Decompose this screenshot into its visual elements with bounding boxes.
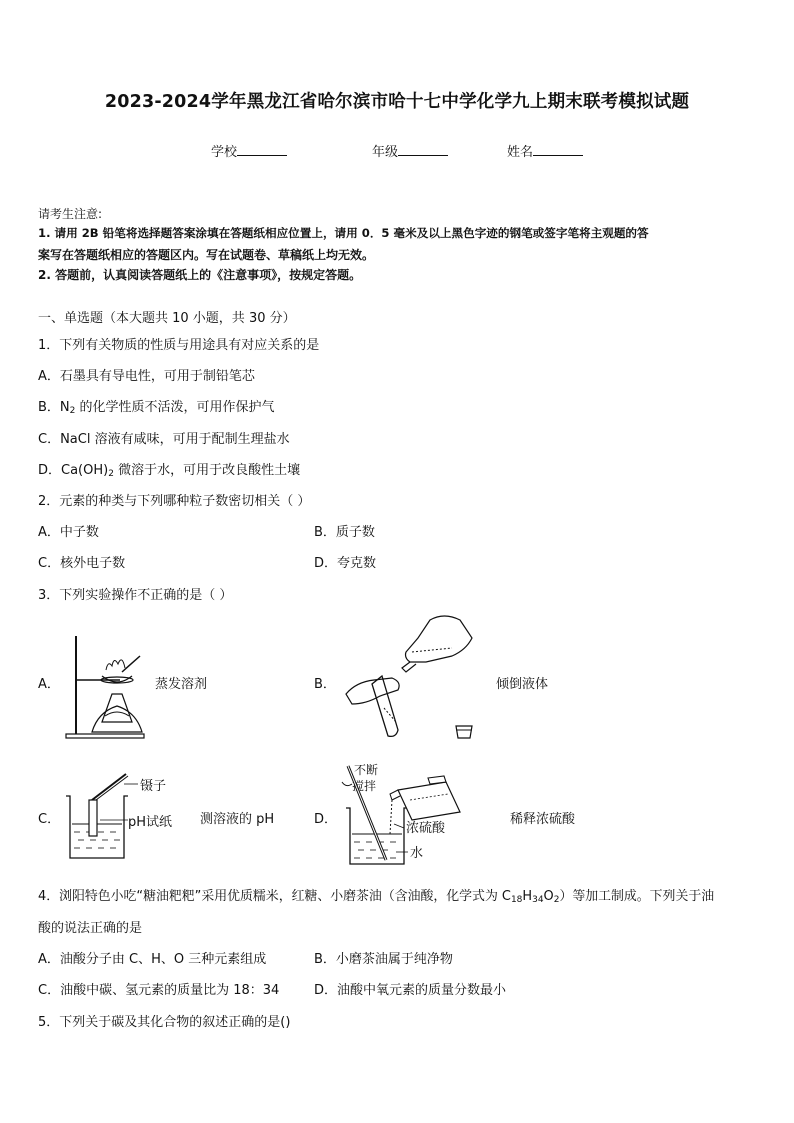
- pouring-liquid-figure: [340, 612, 480, 742]
- q3-c-caption: 测溶液的 pH: [200, 812, 275, 827]
- section-heading: 一、单选题（本大题共 10 小题，共 30 分）: [38, 311, 296, 326]
- notice-line1b: 案写在答题纸相应的答题区内。写在试题卷、草稿纸上均无效。: [38, 248, 375, 262]
- q2-option-c[interactable]: C．核外电子数: [38, 556, 126, 571]
- school-label: 学校: [211, 145, 238, 160]
- grade-label: 年级: [372, 145, 399, 160]
- q3-option-b[interactable]: B．: [314, 677, 336, 692]
- q4-stem-line1: [38, 885, 714, 905]
- q3-option-c[interactable]: C．: [38, 812, 61, 827]
- name-blank[interactable]: [533, 141, 583, 156]
- q4-option-d[interactable]: D．油酸中氧元素的质量分数最小: [314, 983, 507, 998]
- school-blank[interactable]: [237, 141, 287, 156]
- ph-test-figure: [62, 770, 190, 862]
- page-title: 2023-2024学年黑龙江省哈尔滨市哈十七中学化学九上期末联考模拟试题: [104, 92, 690, 112]
- q3-d-caption: 稀释浓硫酸: [510, 812, 576, 827]
- dilute-acid-figure: [338, 760, 488, 868]
- q1-d-pre: D．Ca(OH): [38, 463, 109, 478]
- q1-option-b[interactable]: [38, 396, 275, 416]
- q1-b-post: 的化学性质不活泼，可用作保护气: [75, 400, 275, 415]
- q4-h: H: [522, 889, 533, 904]
- q4-option-b[interactable]: B．小磨茶油属于纯净物: [314, 952, 453, 967]
- water-label: 水: [410, 846, 424, 861]
- q3-a-caption: 蒸发溶剂: [155, 677, 208, 692]
- q1-option-a[interactable]: A．石墨具有导电性，可用于制铅笔芯: [38, 369, 255, 384]
- q4-option-a[interactable]: A．油酸分子由 C、H、O 三种元素组成: [38, 952, 267, 967]
- school-field: [211, 141, 287, 160]
- stir-label-2: 搅拌: [352, 779, 377, 793]
- q4-stem-line2: 酸的说法正确的是: [38, 921, 143, 936]
- q1-stem: 1．下列有关物质的性质与用途具有对应关系的是: [38, 338, 320, 353]
- notice-heading: 请考生注意:: [38, 207, 103, 221]
- acid-label: 浓硫酸: [406, 821, 446, 836]
- q1-option-c[interactable]: C．NaCl 溶液有咸味，可用于配制生理盐水: [38, 432, 290, 447]
- q2-option-d[interactable]: D．夸克数: [314, 556, 377, 571]
- grade-blank[interactable]: [398, 141, 448, 156]
- q1-d-post: 微溶于水，可用于改良酸性土壤: [113, 463, 301, 478]
- notice-line2: 2. 答题前，认真阅读答题纸上的《注意事项》，按规定答题。: [38, 268, 362, 282]
- stir-label-1: 不断: [354, 763, 379, 777]
- evaporation-apparatus-figure: [62, 632, 152, 740]
- q3-option-d[interactable]: D．: [314, 812, 338, 827]
- q4-stem-post: ）等加工制成。下列关于油: [559, 889, 715, 904]
- q4-stem-pre: 4．浏阳特色小吃“糖油粑粑”采用优质糯米，红糖、小磨茶油（含油酸，化学式为 C: [38, 889, 511, 904]
- name-label: 姓名: [507, 145, 534, 160]
- q5-stem: 5．下列关于碳及其化合物的叙述正确的是(): [38, 1015, 291, 1030]
- ph-paper-label: pH试纸: [128, 815, 173, 830]
- q2-stem: 2．元素的种类与下列哪种粒子数密切相关（ ）: [38, 494, 311, 509]
- notice-line1a: 1. 请用 2B 铅笔将选择题答案涂填在答题纸相应位置上，请用 0．5 毫米及以上黑色字迹的钢笔或签字笔将主观题的答: [38, 226, 649, 240]
- q3-b-caption: 倾倒液体: [496, 677, 549, 692]
- q1-b-sub: 2: [69, 406, 76, 416]
- q2-option-a[interactable]: A．中子数: [38, 525, 99, 540]
- tweezers-label: 镊子: [140, 779, 167, 794]
- q4-option-c[interactable]: C．油酸中碳、氢元素的质量比为 18：34: [38, 983, 280, 998]
- q1-option-d[interactable]: [38, 459, 300, 479]
- q1-d-sub: 2: [108, 469, 114, 479]
- q4-sub-h: 34: [532, 895, 544, 905]
- q4-sub-c: 18: [510, 895, 523, 905]
- q3-option-a[interactable]: A．: [38, 677, 60, 692]
- q1-b-pre: B．N: [38, 400, 70, 415]
- q4-sub-o: 2: [553, 895, 560, 905]
- q2-option-b[interactable]: B．质子数: [314, 525, 375, 540]
- q4-o: O: [543, 889, 554, 904]
- q3-stem: 3．下列实验操作不正确的是（ ）: [38, 588, 233, 603]
- grade-field: [372, 141, 448, 160]
- name-field: [507, 141, 583, 160]
